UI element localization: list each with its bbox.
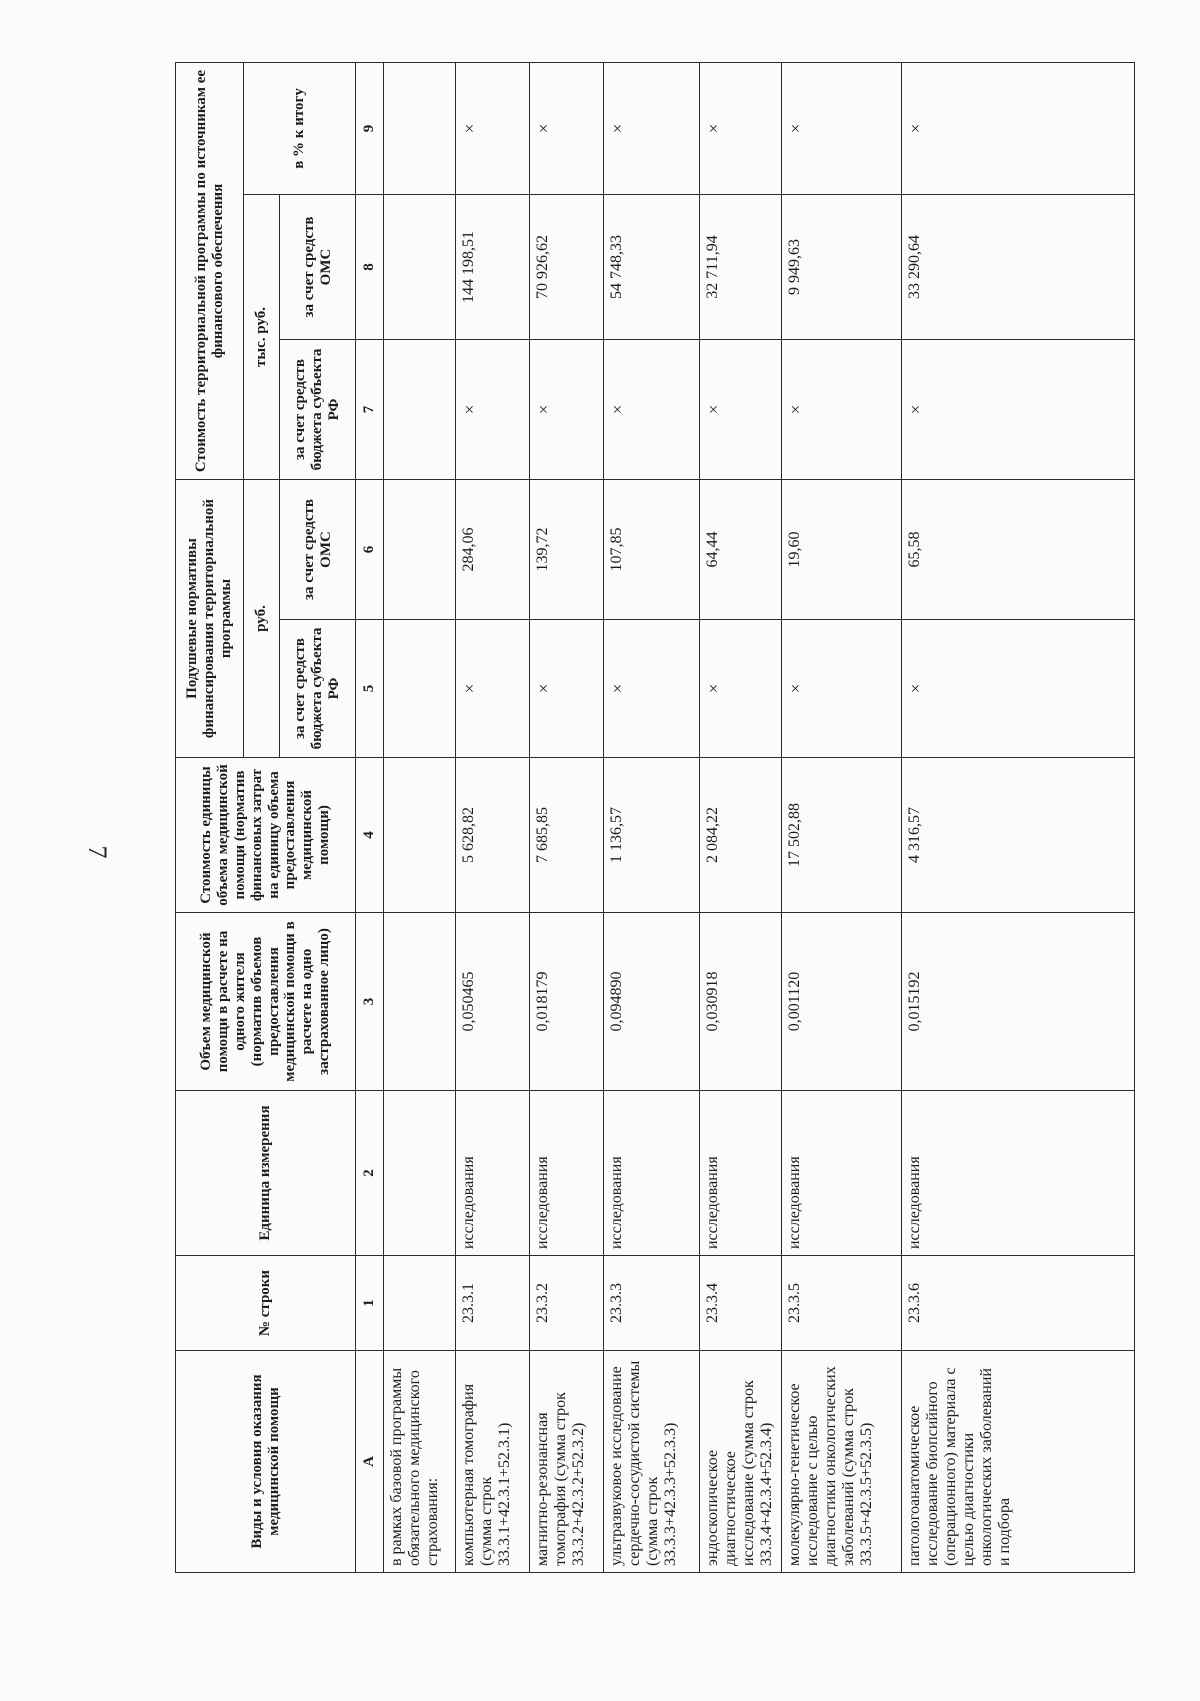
row-unit-cost: 5 628,82 [456,758,530,913]
index-cell: 2 [356,1091,384,1256]
header-group-cost: Стоимость территориальной программы по источникам ее финансового обеспечения [176,62,244,479]
index-cell: 5 [356,620,384,758]
header-col-4: Стоимость единицы объема медицинской помощи (норматив финансовых затрат на единицу объема предоставления медицинской помощи) [176,758,356,913]
row-cost-oms: 32 711,94 [700,195,782,340]
index-cell: А [356,1351,384,1573]
row-name: компьютерная томография (сумма строк 33.3.1+42.3.1+52.3.1) [456,1351,530,1573]
row-pct: × [456,62,530,194]
index-cell: 7 [356,340,384,480]
row-volume: 0,015192 [902,913,1135,1091]
row-volume: 0,018179 [530,913,604,1091]
row-cost-oms: 70 926,62 [530,195,604,340]
rotated-table-wrapper [175,63,1135,1573]
row-cost-oms: 54 748,33 [604,195,700,340]
row-unit: исследования [530,1091,604,1256]
row-name: ультразвуковое исследование сердечно-сосудистой системы (сумма строк 33.3.3+42.3.3+52.3.3) [604,1351,700,1573]
index-cell: 9 [356,62,384,194]
row-cost-budget: × [456,340,530,480]
row-line: 23.3.2 [530,1256,604,1351]
header-group-norms: Подушевые нормативы финансирования территориальной программы [176,480,244,758]
row-norm-oms: 284,06 [456,480,530,620]
row-cost-budget: × [604,340,700,480]
row-name: патологоанатомическое исследование биопсийного (операционного) материала с целью диагностики онкологических заболеваний и подбора [902,1351,1135,1573]
index-cell: 4 [356,758,384,913]
row-unit: исследования [700,1091,782,1256]
row-pct: × [530,62,604,194]
row-unit-cost: 1 136,57 [604,758,700,913]
header-col-1: № строки [176,1256,356,1351]
table-row [902,62,1135,1572]
row-name: магнитно-резонансная томография (сумма строк 33.3.2+42.3.2+52.3.2) [530,1351,604,1573]
row-pct: × [604,62,700,194]
table-row [604,62,700,1572]
row-unit-cost: 7 685,85 [530,758,604,913]
row-unit-cost: 17 502,88 [782,758,902,913]
row-cost-oms: 144 198,51 [456,195,530,340]
row-name: эндоскопическое диагностическое исследование (сумма строк 33.3.4+42.3.4+52.3.4) [700,1351,782,1573]
index-row [356,62,384,1572]
row-volume: 0,094890 [604,913,700,1091]
row-pct: × [700,62,782,194]
row-norm-budget: × [456,620,530,758]
row-norm-budget: × [604,620,700,758]
financing-table [175,62,1135,1573]
table-row [700,62,782,1572]
row-unit-cost: 4 316,57 [902,758,1135,913]
header-col-a: Виды и условия оказания медицинской помощи [176,1351,356,1573]
table-row [782,62,902,1572]
table-row [530,62,604,1572]
header-col-6: за счет средств ОМС [280,480,356,620]
row-norm-oms: 19,60 [782,480,902,620]
row-unit: исследования [782,1091,902,1256]
row-line: 23.3.5 [782,1256,902,1351]
row-norm-oms: 64,44 [700,480,782,620]
header-cost-unit: тыс. руб. [244,195,280,480]
header-col-2: Единица измерения [176,1091,356,1256]
row-norm-budget: × [782,620,902,758]
row-norm-budget: × [902,620,1135,758]
row-cost-budget: × [782,340,902,480]
row-line: 23.3.3 [604,1256,700,1351]
index-cell: 1 [356,1256,384,1351]
header-col-7: за счет средств бюджета субъекта РФ [280,340,356,480]
header-col-3: Объем медицинской помощи в расчете на одного жителя (норматив объемов предоставления медицинской помощи в расчете на одно застрахованное лицо) [176,913,356,1091]
row-cost-oms: 9 949,63 [782,195,902,340]
row-volume: 0,050465 [456,913,530,1091]
row-pct: × [782,62,902,194]
header-row-1 [176,62,244,1572]
header-col-9: в % к итогу [244,62,356,194]
row-volume: 0,030918 [700,913,782,1091]
row-cost-budget: × [902,340,1135,480]
index-cell: 6 [356,480,384,620]
index-cell: 8 [356,195,384,340]
row-name: молекулярно-генетическое исследование с целью диагностики онкологических заболеваний (сумма строк 33.3.5+42.3.5+52.3.5) [782,1351,902,1573]
row-norm-oms: 107,85 [604,480,700,620]
row-norm-budget: × [700,620,782,758]
row-cost-budget: × [700,340,782,480]
row-unit-cost: 2 084,22 [700,758,782,913]
row-pct: × [902,62,1135,194]
index-cell: 3 [356,913,384,1091]
row-unit: исследования [604,1091,700,1256]
row-unit: исследования [456,1091,530,1256]
row-norm-budget: × [530,620,604,758]
header-col-5: за счет средств бюджета субъекта РФ [280,620,356,758]
row-line: 23.3.1 [456,1256,530,1351]
row-unit: исследования [902,1091,1135,1256]
page-number: 7 [83,845,112,859]
header-col-8: за счет средств ОМС [280,195,356,340]
row-line: 23.3.4 [700,1256,782,1351]
table-row [456,62,530,1572]
row-norm-oms: 139,72 [530,480,604,620]
row-norm-oms: 65,58 [902,480,1135,620]
row-cost-oms: 33 290,64 [902,195,1135,340]
section-row [384,62,456,1572]
row-volume: 0,001120 [782,913,902,1091]
header-norms-unit: руб. [244,480,280,758]
row-line: 23.3.6 [902,1256,1135,1351]
row-cost-budget: × [530,340,604,480]
section-label: в рамках базовой программы обязательного медицинского страхования: [384,1351,456,1573]
